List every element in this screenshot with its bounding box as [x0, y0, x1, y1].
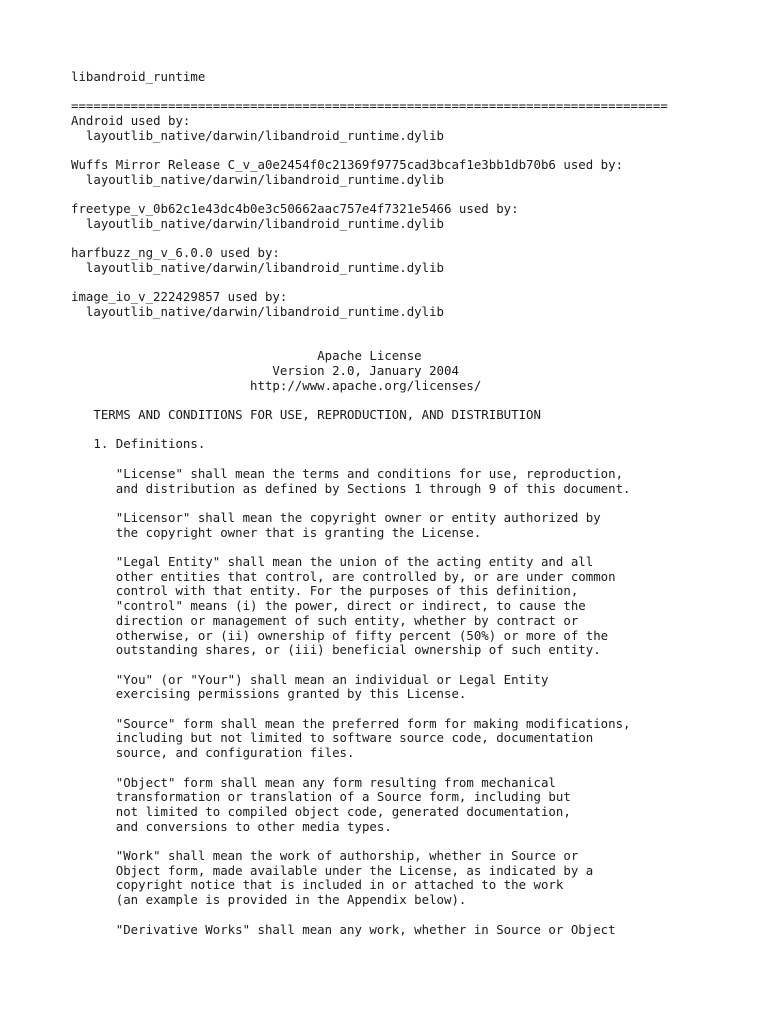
definition-line: [71, 849, 761, 864]
license-version-line: [71, 364, 761, 379]
definition-line: [71, 805, 761, 820]
component-entry: [71, 202, 761, 246]
definition-text: transformation or translation of a Source form, including but: [115, 789, 571, 805]
definition-paragraph: [71, 717, 761, 776]
definition-line: [71, 599, 761, 614]
used-by-label: used by:: [563, 157, 624, 173]
definition-text: the copyright owner that is granting the License.: [115, 524, 482, 540]
definition-line: [71, 570, 761, 585]
definition-text: otherwise, or (ii) ownership of fifty percent (50%) or more of the: [115, 627, 609, 643]
spacer: [71, 908, 761, 923]
definition-line: [71, 629, 761, 644]
license-header: [71, 349, 761, 393]
definition-text: source, and configuration files.: [115, 745, 355, 761]
component-entry: [71, 246, 761, 290]
definition-line: [71, 878, 761, 893]
definition-line: [71, 482, 761, 497]
definition-text: exercising permissions granted by this License.: [115, 686, 467, 702]
spacer: [71, 540, 761, 555]
document-title: libandroid_runtime: [71, 69, 206, 84]
component-entry: [71, 158, 761, 202]
definition-line: [71, 614, 761, 629]
definition-line: [71, 526, 761, 541]
spacer: [71, 658, 761, 673]
definitions-body: [71, 467, 761, 937]
definition-paragraph: [71, 923, 761, 938]
spacer: [71, 393, 761, 408]
spacer: [71, 452, 761, 467]
definition-paragraph: [71, 673, 761, 717]
spacer: [71, 496, 761, 511]
definition-text: including but not limited to software source code, documentation: [115, 730, 594, 746]
definition-line: [71, 467, 761, 482]
used-by-label: used by:: [220, 245, 280, 261]
spacer: [71, 276, 761, 291]
component-name: Android: [71, 113, 124, 129]
definition-text: "License" shall mean the terms and conditions for use, reproduction,: [115, 465, 624, 481]
definition-text: "control" means (i) the power, direct or indirect, to cause the: [115, 598, 586, 614]
spacer: [71, 85, 761, 100]
separator-line: ================================================================================: [71, 98, 668, 114]
definition-text: not limited to compiled object code, generated documentation,: [115, 803, 571, 819]
license-name-line: [71, 349, 761, 364]
definition-text: (an example is provided in the Appendix below).: [115, 892, 467, 908]
definition-line: [71, 673, 761, 688]
definition-paragraph: [71, 467, 761, 511]
spacer: [71, 232, 761, 247]
definition-paragraph: [71, 776, 761, 850]
definition-line: [71, 731, 761, 746]
component-name: Wuffs Mirror Release C_v_a0e2454f0c21369f9775cad3bcaf1e3bb1db70b6: [71, 157, 556, 173]
definition-text: "Legal Entity" shall mean the union of the acting entity and all: [115, 554, 594, 570]
definition-text: "Source" form shall mean the preferred form for making modifications,: [115, 715, 631, 731]
license-url-line: [71, 379, 761, 394]
definition-line: [71, 776, 761, 791]
component-path-line: [71, 173, 761, 188]
spacer: [71, 335, 761, 350]
component-entry: [71, 114, 761, 158]
used-by-label: used by:: [458, 201, 519, 217]
definition-line: [71, 643, 761, 658]
definition-line: [71, 820, 761, 835]
definition-text: "You" (or "Your") shall mean an individual or Legal Entity: [115, 671, 549, 687]
license-name: Apache License: [317, 348, 422, 364]
component-name: harfbuzz_ng_v_6.0.0: [71, 245, 213, 261]
terms-heading-line: [71, 408, 761, 423]
definition-line: [71, 923, 761, 938]
component-name-line: [71, 114, 761, 129]
definition-paragraph: [71, 511, 761, 555]
spacer: [71, 188, 761, 203]
definition-line: [71, 893, 761, 908]
component-path: layoutlib_native/darwin/libandroid_runtime.dylib: [85, 171, 444, 187]
definition-paragraph: [71, 849, 761, 923]
definition-line: [71, 584, 761, 599]
definition-text: Object form, made available under the License, as indicated by a: [115, 862, 594, 878]
definition-line: [71, 746, 761, 761]
spacer: [71, 320, 761, 335]
definition-line: [71, 687, 761, 702]
component-name: image_io_v_222429857: [71, 289, 221, 305]
definition-text: direction or management of such entity, whether by contract or: [115, 612, 579, 628]
component-name: freetype_v_0b62c1e43dc4b0e3c50662aac757e4f7321e5466: [71, 201, 452, 217]
component-path-line: [71, 129, 761, 144]
component-list: [71, 114, 761, 334]
used-by-label: used by:: [130, 113, 191, 129]
component-path-line: [71, 261, 761, 276]
component-name-line: [71, 202, 761, 217]
definition-paragraph: [71, 555, 761, 673]
definition-text: copyright notice that is included in or attached to the work: [115, 877, 564, 893]
component-path: layoutlib_native/darwin/libandroid_runtime.dylib: [85, 304, 444, 320]
definition-line: [71, 717, 761, 732]
definition-text: and conversions to other media types.: [115, 818, 392, 834]
definition-text: other entities that control, are controlled by, or are under common: [115, 568, 616, 584]
component-path: layoutlib_native/darwin/libandroid_runtime.dylib: [85, 260, 444, 276]
definition-line: [71, 790, 761, 805]
definition-text: "Derivative Works" shall mean any work, whether in Source or Object: [115, 921, 616, 937]
definition-text: "Licensor" shall mean the copyright owner or entity authorized by: [115, 509, 601, 525]
component-entry: [71, 290, 761, 334]
license-url: http://www.apache.org/licenses/: [250, 377, 482, 393]
spacer: [71, 761, 761, 776]
definition-line: [71, 555, 761, 570]
component-path-line: [71, 305, 761, 320]
definition-text: and distribution as defined by Sections 1 through 9 of this document.: [115, 480, 631, 496]
definition-text: outstanding shares, or (iii) beneficial ownership of such entity.: [115, 642, 601, 658]
spacer: [71, 702, 761, 717]
spacer: [71, 144, 761, 159]
section-heading-line: [71, 437, 761, 452]
definition-line: [71, 511, 761, 526]
definition-text: control with that entity. For the purposes of this definition,: [115, 583, 579, 599]
component-path: layoutlib_native/darwin/libandroid_runtime.dylib: [85, 215, 444, 231]
spacer: [71, 834, 761, 849]
definition-line: [71, 864, 761, 879]
section-heading: 1. Definitions.: [93, 436, 206, 452]
license-document: [71, 70, 761, 937]
component-path: layoutlib_native/darwin/libandroid_runtime.dylib: [85, 127, 444, 143]
spacer: [71, 423, 761, 438]
component-name-line: [71, 290, 761, 305]
definition-text: "Object" form shall mean any form resulting from mechanical: [115, 774, 556, 790]
component-name-line: [71, 246, 761, 261]
used-by-label: used by:: [227, 289, 288, 305]
definition-text: "Work" shall mean the work of authorship, whether in Source or: [115, 848, 579, 864]
component-name-line: [71, 158, 761, 173]
license-version: Version 2.0, January 2004: [272, 362, 459, 378]
terms-heading: TERMS AND CONDITIONS FOR USE, REPRODUCTION, AND DISTRIBUTION: [93, 407, 541, 423]
component-path-line: [71, 217, 761, 232]
